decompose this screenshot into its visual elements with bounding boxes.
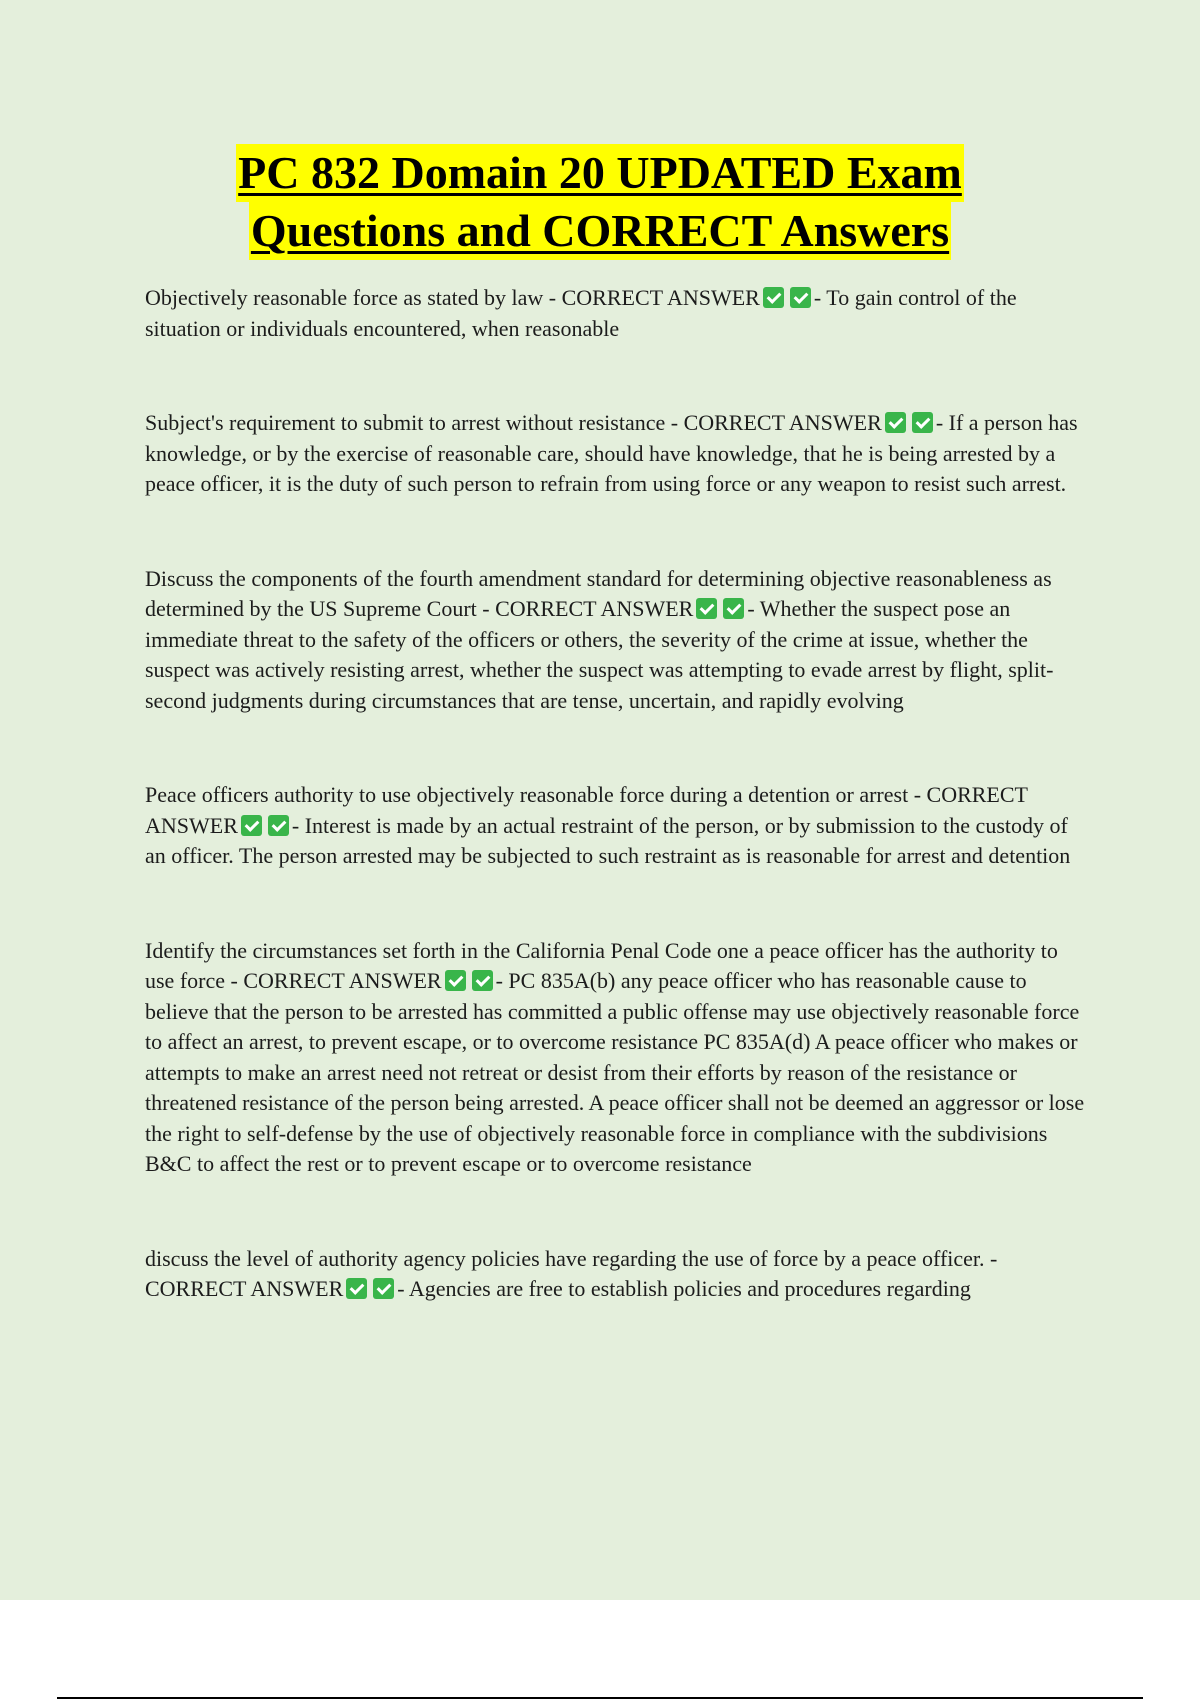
answer-text: If a person has knowledge, or by the exercise of reasonable care, should have knowledge, that he is being arrested by a peace officer, it is the duty of such person to refrain from using force or any weapon to resist such arrest.	[145, 410, 1078, 496]
answer-marker: CORRECT ANSWER	[243, 968, 442, 993]
check-box-icon	[912, 412, 933, 433]
qa-item: Peace officers authority to use objectively reasonable force during a detention or arrest - CORRECT ANSWER - Interest is made by an actual restraint of the person, or by submission to the custody of an officer. The person arrested may be subjected to such restraint as is reasonable for arrest and detention	[145, 782, 1071, 868]
check-box-icon	[696, 598, 717, 619]
answer-marker: CORRECT ANSWER	[145, 1276, 344, 1301]
question-text: discuss the level of authority agency policies have regarding the use of force by a peace officer.	[145, 1245, 985, 1271]
title-line-1: PC 832 Domain 20 UPDATED Exam	[236, 144, 964, 202]
check-box-icon	[346, 1278, 367, 1299]
answer-marker: CORRECT ANSWER	[683, 410, 882, 435]
qa-item: Identify the circumstances set forth in the California Penal Code one a peace officer has the authority to use force - CORRECT ANSWER - PC 835A(b) any peace officer who has reasonable cause to believe that the person to be arrested has committed a public offense may use objectively reasonable force to affect an arrest, to prevent escape, or to overcome resistance PC 835A(d) A peace officer who makes or attempts to make an arrest need not retreat or desist from their efforts by reason of the resistance or threatened resistance of the person being arrested. A peace officer shall not be deemed an aggressor or lose the right to self-defense by the use of objectively reasonable force in compliance with the subdivisions B&C to affect the rest or to prevent escape or to overcome resistance	[145, 937, 1085, 1176]
title-line-2: Questions and CORRECT Answers	[249, 202, 951, 260]
check-box-icon	[885, 412, 906, 433]
qa-list	[145, 283, 1090, 1369]
qa-item: Subject's requirement to submit to arrest without resistance - CORRECT ANSWER - If a person has knowledge, or by the exercise of reasonable care, should have knowledge, that he is being arrested by a peace officer, it is the duty of such person to refrain from using force or any weapon to resist such arrest.	[145, 410, 1078, 496]
answer-text: Interest is made by an actual restraint of the person, or by submission to the custody of an officer. The person arrested may be subjected to such restraint as is reasonable for arrest and detention	[145, 812, 1071, 868]
question-text: Peace officers authority to use objectively reasonable force during a detention or arrest	[145, 782, 909, 807]
answer-marker: CORRECT ANSWER	[495, 596, 694, 621]
question-text: Objectively reasonable force as stated by law	[145, 285, 544, 310]
check-box-icon	[790, 287, 811, 308]
qa-item: discuss the level of authority agency policies have regarding the use of force by a peace officer. - CORRECT ANSWER - Agencies are free to establish policies and procedures regarding	[145, 1245, 998, 1301]
footer-divider	[57, 1697, 1143, 1699]
document-title	[0, 144, 1200, 260]
check-box-icon	[472, 970, 493, 991]
answer-text: Agencies are free to establish policies and procedures regarding	[408, 1276, 971, 1301]
check-box-icon	[445, 970, 466, 991]
question-text: Subject's requirement to submit to arrest without resistance	[145, 410, 666, 435]
check-box-icon	[268, 815, 289, 836]
check-box-icon	[241, 815, 262, 836]
qa-item: Objectively reasonable force as stated by law - CORRECT ANSWER - To gain control of the situation or individuals encountered, when reasonable	[145, 285, 1017, 341]
answer-text: Whether the suspect pose an immediate threat to the safety of the officers or others, the severity of the crime at issue, whether the suspect was actively resisting arrest, whether the suspect was attempting to evade arrest by flight, split-second judgments during circumstances that are tense, uncertain, and rapidly evolving	[145, 596, 1054, 713]
check-box-icon	[763, 287, 784, 308]
answer-marker: CORRECT ANSWER	[561, 285, 760, 310]
qa-item: Discuss the components of the fourth amendment standard for determining objective reasonableness as determined by the US Supreme Court - CORRECT ANSWER - Whether the suspect pose an immediate threat to the safety of the officers or others, the severity of the crime at issue, whether the suspect was actively resisting arrest, whether the suspect was attempting to evade arrest by flight, split-second judgments during circumstances that are tense, uncertain, and rapidly evolving	[145, 565, 1054, 713]
answer-text: PC 835A(b) any peace officer who has reasonable cause to believe that the person to be arrested has committed a public offense may use objectively reasonable force to affect an arrest, to prevent escape, or to overcome resistance PC 835A(d) A peace officer who makes or attempts to make an arrest need not retreat or desist from their efforts by reason of the resistance or threatened resistance of the person being arrested. A peace officer shall not be deemed an aggressor or lose the right to self-defense by the use of objectively reasonable force in compliance with the subdivisions B&C to affect the rest or to prevent escape or to overcome resistance	[145, 968, 1085, 1176]
question-text: Discuss the components of the fourth amendment standard for determining objective reasonableness as determined by the US Supreme Court	[145, 565, 1052, 621]
question-text: Identify the circumstances set forth in the California Penal Code one a peace officer has the authority to use force	[145, 937, 1058, 993]
check-box-icon	[723, 598, 744, 619]
answer-text: To gain control of the situation or individuals encountered, when reasonable	[145, 285, 1017, 341]
check-box-icon	[373, 1278, 394, 1299]
answer-marker: CORRECT ANSWER	[145, 782, 1028, 838]
